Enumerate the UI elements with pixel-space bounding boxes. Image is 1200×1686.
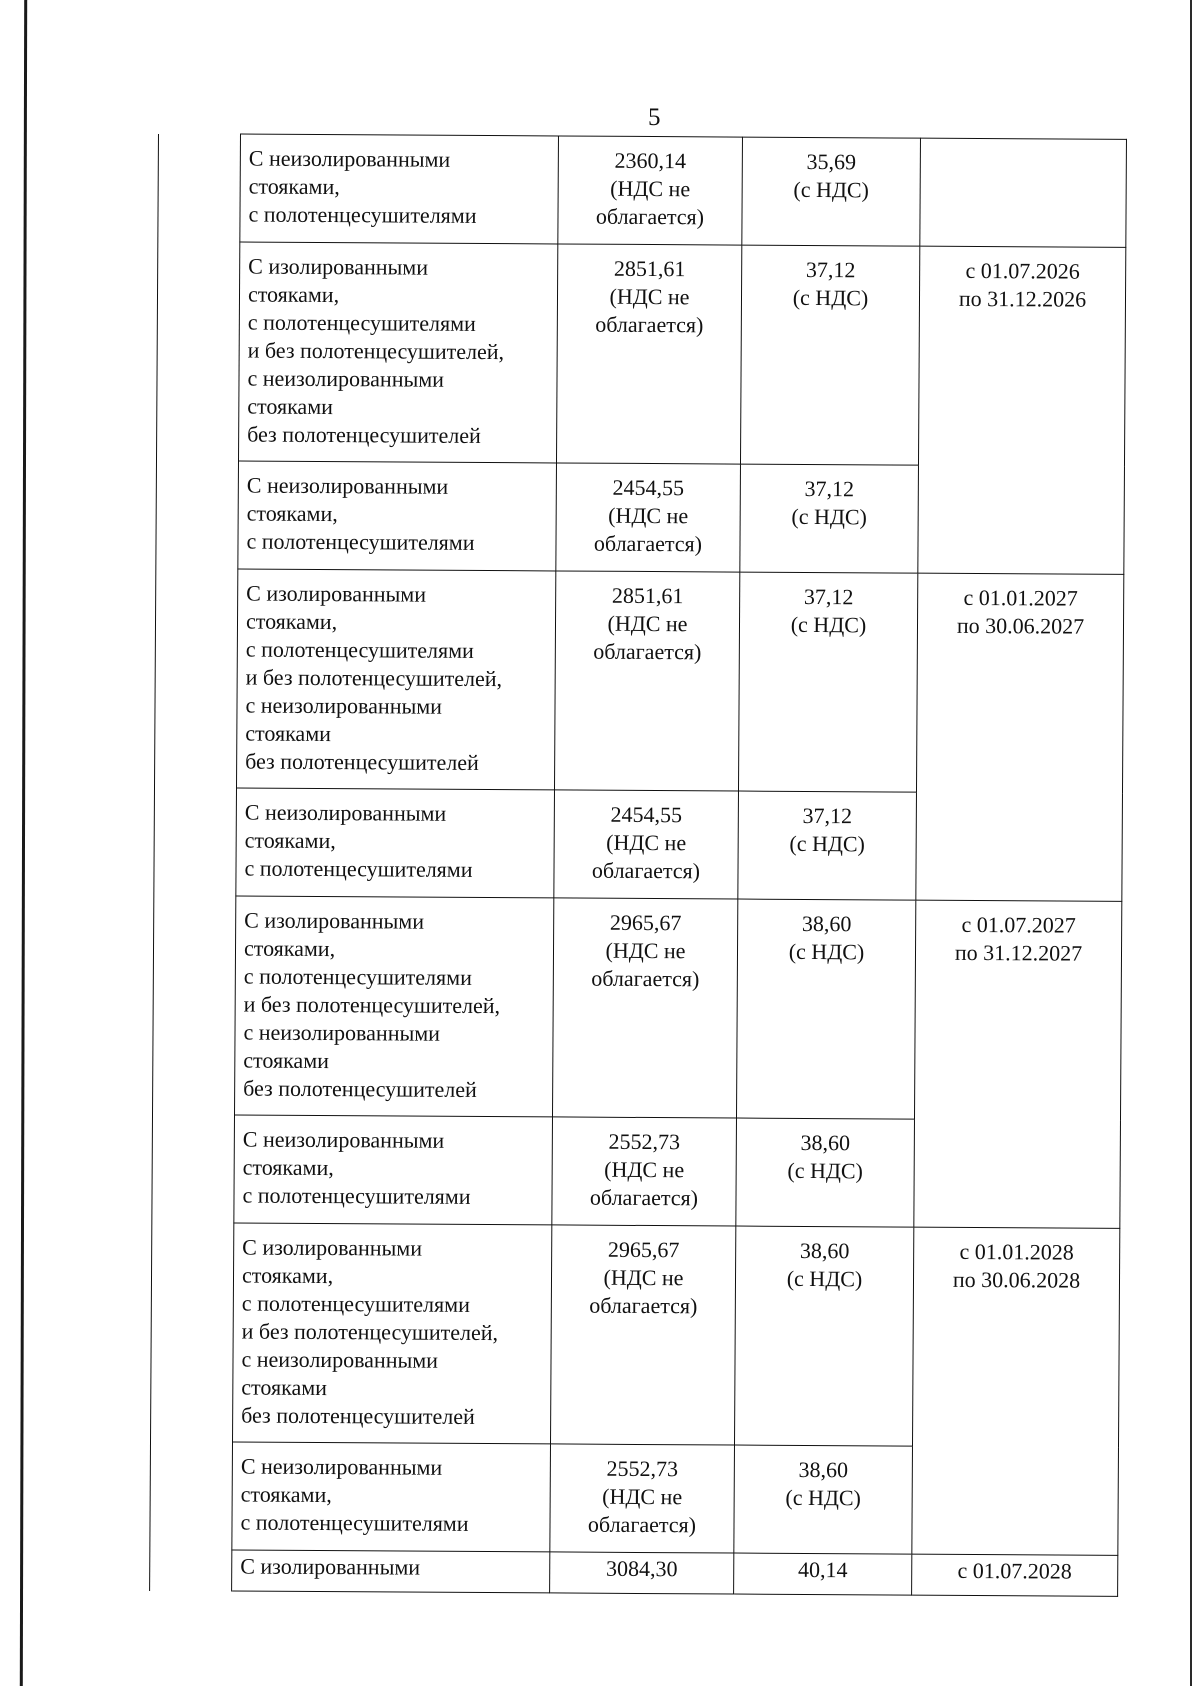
cell-line: 37,12 bbox=[802, 802, 853, 829]
cell-line: 38,60 bbox=[800, 1129, 851, 1156]
period-cell bbox=[912, 1227, 1120, 1555]
cell-line: стояками, bbox=[243, 935, 336, 962]
cell-line: с полотенцесушителями bbox=[248, 201, 477, 228]
cell-line: С неизолированными bbox=[240, 1453, 443, 1480]
cell-line: по 30.06.2028 bbox=[952, 1266, 1081, 1293]
cell-line: С неизолированными bbox=[248, 145, 451, 172]
cell-line: с 01.07.2026 bbox=[965, 257, 1080, 284]
norm-cell bbox=[734, 1445, 913, 1554]
description-cell bbox=[238, 461, 557, 571]
tariff-cell bbox=[550, 1552, 734, 1594]
cell-line: облагается) bbox=[593, 638, 702, 665]
cell-line: 2965,67 bbox=[607, 1236, 680, 1263]
cell-line: (НДС не bbox=[602, 1483, 683, 1510]
cell-line: (с НДС) bbox=[791, 503, 867, 530]
cell-line: с полотенцесушителями bbox=[240, 1509, 469, 1536]
cell-line: 2552,73 bbox=[606, 1455, 679, 1482]
cell-line: с неизолированными bbox=[241, 1346, 439, 1373]
cell-line: 37,12 bbox=[803, 583, 854, 610]
cell-line: с полотенцесушителями bbox=[247, 309, 476, 336]
cell-line: (НДС не bbox=[608, 502, 689, 529]
cell-line: по 31.12.2027 bbox=[954, 939, 1083, 966]
cell-line: с полотенцесушителями bbox=[244, 855, 473, 882]
table-row bbox=[153, 895, 1122, 1120]
scan-left-edge bbox=[20, 0, 27, 1686]
cell-line: с 01.07.2027 bbox=[961, 911, 1076, 938]
cell-line: 2360,14 bbox=[614, 147, 687, 174]
cell-line: без полотенцесушителей bbox=[241, 1402, 475, 1429]
cell-line: облагается) bbox=[591, 965, 700, 992]
cell-line: без полотенцесушителей bbox=[245, 748, 479, 775]
cell-line: стояками bbox=[243, 1047, 330, 1074]
cell-line: С изолированными bbox=[248, 253, 429, 280]
cell-line: стояками, bbox=[246, 500, 338, 527]
tariff-cell bbox=[556, 463, 741, 572]
norm-cell bbox=[734, 1226, 913, 1446]
cell-line: (с НДС) bbox=[792, 284, 869, 311]
table-row bbox=[155, 568, 1124, 793]
cell-line: стояками, bbox=[242, 1154, 334, 1181]
description-cell bbox=[232, 1442, 551, 1552]
cell-line: облагается) bbox=[595, 203, 705, 230]
tariff-cell bbox=[554, 790, 739, 899]
cell-line: С неизолированными bbox=[242, 1126, 445, 1153]
tariff-cell bbox=[552, 898, 737, 1118]
description-cell bbox=[237, 569, 556, 790]
cell-line: с 01.01.2028 bbox=[959, 1238, 1074, 1265]
cell-line: стояками, bbox=[240, 1481, 332, 1508]
cell-line: с полотенцесушителями bbox=[245, 636, 474, 663]
cell-line: и без полотенцесушителей, bbox=[245, 664, 503, 692]
description-cell bbox=[238, 242, 557, 463]
norm-cell bbox=[738, 572, 917, 792]
table-row bbox=[156, 242, 1125, 467]
cell-line: (НДС не bbox=[604, 1156, 685, 1183]
cell-line: 2552,73 bbox=[608, 1128, 681, 1155]
cell-line: с 01.07.2028 bbox=[957, 1557, 1072, 1584]
cell-line: 38,60 bbox=[801, 910, 852, 937]
cell-line: 40,14 bbox=[797, 1556, 848, 1583]
cell-line: 2965,67 bbox=[609, 909, 682, 936]
cell-line: стояками, bbox=[244, 827, 336, 854]
table-row bbox=[150, 1549, 1118, 1596]
cell-line: (с НДС) bbox=[787, 1157, 863, 1184]
cell-line: с полотенцесушителями bbox=[246, 528, 475, 555]
cell-line: (с НДС) bbox=[788, 938, 865, 965]
cell-line: облагается) bbox=[587, 1511, 697, 1538]
cell-line: (с НДС) bbox=[789, 830, 865, 857]
cell-line: 2454,55 bbox=[610, 801, 683, 828]
cell-line: без полотенцесушителей bbox=[247, 421, 481, 448]
cell-line: с 01.01.2027 bbox=[963, 584, 1078, 611]
cell-line: стояками, bbox=[247, 281, 340, 308]
cell-line: облагается) bbox=[589, 1184, 699, 1211]
cell-line: (с НДС) bbox=[786, 1265, 863, 1292]
cell-line: без полотенцесушителей bbox=[243, 1075, 477, 1102]
period-cell bbox=[916, 573, 1124, 901]
cell-line: с неизолированными bbox=[243, 1019, 441, 1046]
cell-line: (НДС не bbox=[610, 175, 691, 202]
cell-line: с полотенцесушителями bbox=[241, 1290, 470, 1317]
cell-line: облагается) bbox=[589, 1292, 698, 1319]
cell-line: стояками bbox=[241, 1374, 328, 1401]
cell-line: 3084,30 bbox=[605, 1555, 678, 1582]
tariff-cell bbox=[554, 571, 739, 791]
description-cell bbox=[233, 1223, 552, 1444]
table-container bbox=[149, 133, 1126, 1597]
norm-cell bbox=[740, 464, 919, 573]
blank-left-column bbox=[150, 134, 241, 1591]
cell-line: 2454,55 bbox=[612, 474, 685, 501]
cell-line: С изолированными bbox=[246, 580, 427, 607]
table-row bbox=[151, 1222, 1120, 1447]
norm-cell bbox=[734, 1553, 912, 1595]
cell-line: облагается) bbox=[595, 311, 704, 338]
cell-line: стояками, bbox=[245, 608, 338, 635]
cell-line: 2851,61 bbox=[611, 582, 684, 609]
cell-line: облагается) bbox=[593, 530, 703, 557]
cell-line: (НДС не bbox=[603, 1264, 684, 1291]
cell-line: С изолированными bbox=[242, 1234, 423, 1261]
cell-line: С изолированными bbox=[244, 907, 425, 934]
cell-line: (с НДС) bbox=[790, 611, 867, 638]
cell-line: с полотенцесушителями bbox=[243, 963, 472, 990]
cell-line: (НДС не bbox=[609, 283, 690, 310]
cell-line: 35,69 bbox=[806, 148, 857, 175]
cell-line: (НДС не bbox=[606, 829, 687, 856]
cell-line: и без полотенцесушителей, bbox=[241, 1318, 499, 1346]
tariff-cell bbox=[552, 1117, 737, 1226]
cell-line: (с НДС) bbox=[793, 176, 869, 203]
table-row bbox=[158, 134, 1127, 248]
cell-line: с неизолированными bbox=[247, 365, 445, 392]
cell-line: стояками, bbox=[241, 1262, 334, 1289]
cell-line: стояками bbox=[245, 720, 332, 747]
cell-line: С неизолированными bbox=[246, 472, 449, 499]
tariff-cell bbox=[556, 244, 741, 464]
cell-line: стояками bbox=[247, 393, 334, 420]
tariff-table bbox=[149, 133, 1127, 1597]
norm-cell bbox=[736, 1118, 915, 1227]
page-number: 5 bbox=[648, 104, 661, 131]
tariff-cell bbox=[558, 136, 743, 245]
description-cell bbox=[235, 896, 554, 1117]
cell-line: облагается) bbox=[591, 857, 701, 884]
cell-line: (НДС не bbox=[605, 937, 686, 964]
period-cell bbox=[920, 138, 1127, 247]
period-cell bbox=[912, 1554, 1118, 1596]
period-cell bbox=[918, 246, 1126, 574]
cell-line: по 31.12.2026 bbox=[958, 285, 1087, 312]
cell-line: (НДС не bbox=[607, 610, 688, 637]
cell-line: (с НДС) bbox=[785, 1484, 862, 1511]
cell-line: 2851,61 bbox=[613, 255, 686, 282]
description-cell bbox=[234, 1115, 553, 1225]
cell-line: с неизолированными bbox=[245, 692, 443, 719]
cell-line: С неизолированными bbox=[244, 799, 447, 826]
norm-cell bbox=[738, 791, 917, 900]
norm-cell bbox=[742, 137, 921, 246]
cell-line: 37,12 bbox=[805, 256, 856, 283]
description-cell bbox=[232, 1550, 550, 1593]
cell-line: по 30.06.2027 bbox=[956, 612, 1085, 639]
cell-line: 37,12 bbox=[804, 475, 855, 502]
description-cell bbox=[236, 788, 555, 898]
period-cell bbox=[914, 900, 1122, 1228]
cell-line: и без полотенцесушителей, bbox=[243, 991, 501, 1019]
cell-line: стояками, bbox=[248, 173, 340, 200]
cell-line: 38,60 bbox=[798, 1456, 849, 1483]
norm-cell bbox=[740, 245, 919, 465]
norm-cell bbox=[736, 899, 915, 1119]
tariff-cell bbox=[550, 1225, 735, 1445]
cell-line: 38,60 bbox=[799, 1237, 850, 1264]
tariff-cell bbox=[550, 1444, 735, 1553]
cell-line: и без полотенцесушителей, bbox=[247, 337, 505, 365]
description-cell bbox=[240, 134, 559, 244]
scan-right-edge bbox=[1190, 0, 1192, 1686]
cell-line: с полотенцесушителями bbox=[242, 1182, 471, 1209]
cell-line: С изолированными bbox=[240, 1553, 421, 1580]
